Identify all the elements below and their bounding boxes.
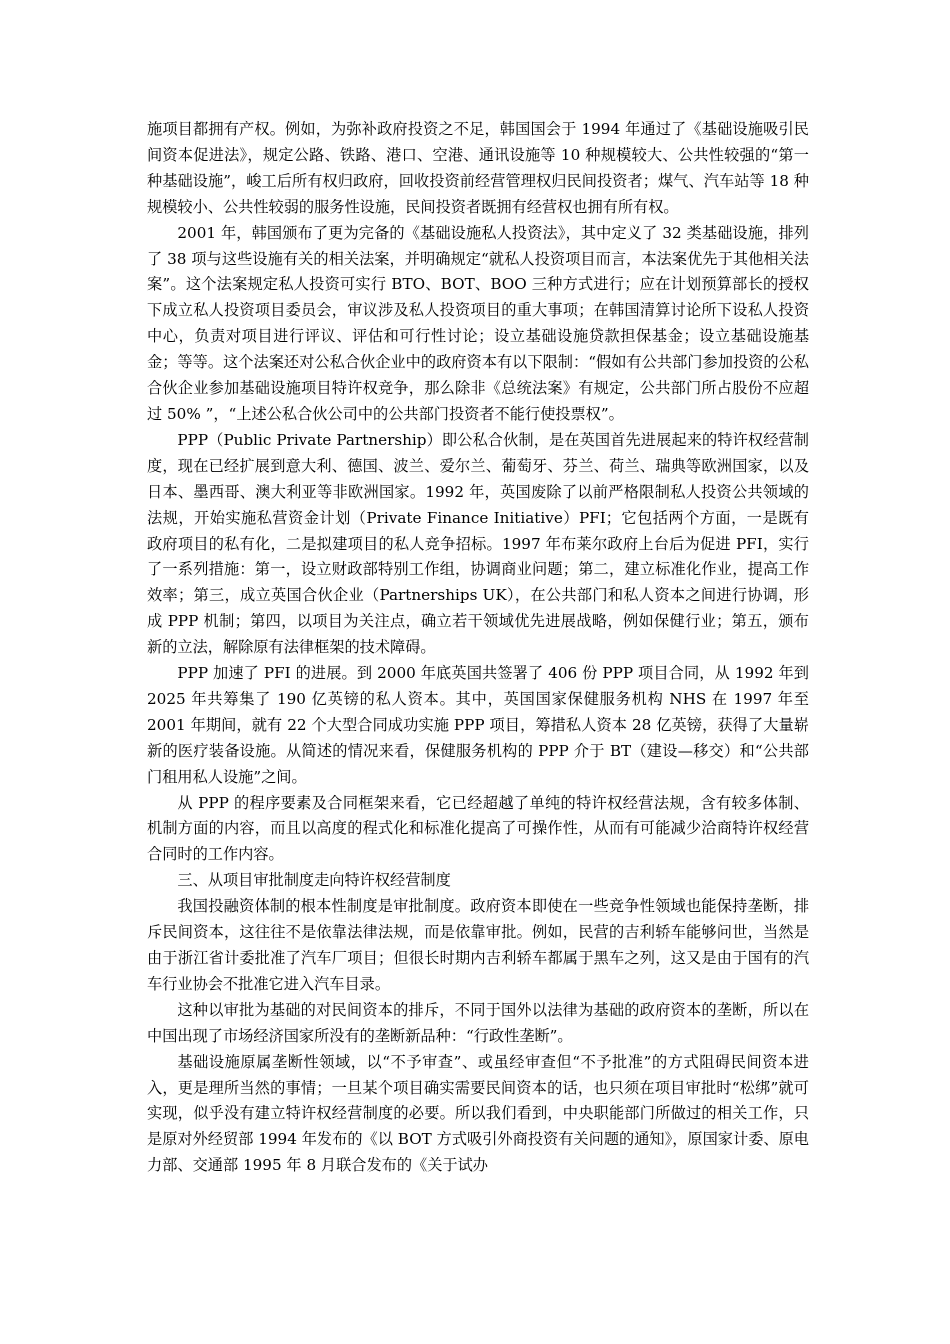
section-heading-3: 三、从项目审批制度走向特许权经营制度 <box>177 871 451 890</box>
paragraph-ppp-uk: PPP（Public Private Partnership）即公私合伙制，是在英国首先进展起来的特许权经营制度，现在已经扩展到意大利、德国、波兰、爱尔兰、葡萄牙、芬兰、荷兰、瑞典等欧洲国家，以及日本、墨西哥、澳大利亚等非欧洲国家。1992 年，英国废除了以前严格限制私人投资公共领域的法规，开始实施私营资金计划（Private Finance Initiative）PFI；它包括两个方面，一是既有政府项目的私有化，二是拟建项目的私人竞争招标。1997 年布莱尔政府上台后为促进 PFI，实行了一系列措施：第一，设立财政部特别工作组，协调商业问题；第二，建立标准化作业，提高工作效率；第三，成立英国合伙企业（Partnerships UK），在公共部门和私人资本之间进行协调，形成 PPP 机制；第四，以项目为关注点，确立若干领域优先进展战略，例如保健行业；第五，颁布新的立法，解除原有法律框架的技术障碍。 <box>147 430 809 657</box>
paragraph-approval-system: 我国投融资体制的根本性制度是审批制度。政府资本即使在一些竞争性领域也能保持垄断，排斥民间资本，这往往不是依靠法律法规，而是依靠审批。例如，民营的吉利轿车能够问世，当然是由于浙江省计委批准了汽车厂项目；但很长时期内吉利轿车都属于黑车之列，这又是由于国有的汽车行业协会不批准它进入汽车目录。 <box>147 897 809 993</box>
document-page <box>147 117 809 1179</box>
paragraph-ppp-framework: 从 PPP 的程序要素及合同框架来看，它已经超越了单纯的特许权经营法规，含有较多体制、机制方面的内容，而且以高度的程式化和标准化提高了可操作性，从而有可能减少洽商特许权经营合同时的工作内容。 <box>147 793 809 864</box>
paragraph-administrative-monopoly: 这种以审批为基础的对民间资本的排斥，不同于国外以法律为基础的政府资本的垄断，所以在中国出现了市场经济国家所没有的垄断新品种：“行政性垄断”。 <box>147 1000 809 1045</box>
paragraph-ppp-pfi-progress: PPP 加速了 PFI 的进展。到 2000 年底英国共签署了 406 份 PPP 项目合同，从 1992 年到 2025 年共筹集了 190 亿英镑的私人资本。其中，英国国家保健服务机构 NHS 在 1997 年至 2001 年期间，就有 22 个大型合同成功实施 PPP 项目，筹措私人资本 28 亿英镑，获得了大量崭新的医疗装备设施。从简述的情况来看，保健服务机构的 PPP 介于 BT（建设—移交）和“公共部门租用私人设施”之间。 <box>147 664 809 786</box>
paragraph-korea-1994-law: 施项目都拥有产权。例如，为弥补政府投资之不足，韩国国会于 1994 年通过了《基础设施吸引民间资本促进法》，规定公路、铁路、港口、空港、通讯设施等 10 种规模较大、公共性较强的“第一种基础设施”，峻工后所有权归政府，回收投资前经营管理权归民间投资者；煤气、汽车站等 18 种规模较小、公共性较弱的服务性设施，民间投资者既拥有经营权也拥有所有权。 <box>147 120 809 216</box>
paragraph-infrastructure-monopoly: 基础设施原属垄断性领域，以“不予审查”、或虽经审查但“不予批准”的方式阻碍民间资本进入，更是理所当然的事情；一旦某个项目确实需要民间资本的话，也只须在项目审批时“松绑”就可实现，似乎没有建立特许权经营制度的必要。所以我们看到，中央职能部门所做过的相关工作，只是原对外经贸部 1994 年发布的《以 BOT 方式吸引外商投资有关问题的通知》，原国家计委、原电力部、交通部 1995 年 8 月联合发布的《关于试办 <box>147 1052 809 1175</box>
paragraph-korea-2001-law: 2001 年，韩国颁布了更为完备的《基础设施私人投资法》，其中定义了 32 类基础设施，排列了 38 项与这些设施有关的相关法案，并明确规定“就私人投资项目而言，本法案优先于其他相关法案”。这个法案规定私人投资可实行 BTO、BOT、BOO 三种方式进行；应在计划预算部长的授权下成立私人投资项目委员会，审议涉及私人投资项目的重大事项；在韩国清算讨论所下设私人投资中心，负责对项目进行评议、评估和可行性讨论；设立基础设施贷款担保基金；设立基础设施基金；等等。这个法案还对公私合伙企业中的政府资本有以下限制：“假如有公共部门参加投资的公私合伙企业参加基础设施项目特许权竞争，那么除非《总统法案》有规定，公共部门所占股份不应超过 50% ”，“上述公私合伙公司中的公共部门投资者不能行使投票权”。 <box>147 223 809 423</box>
